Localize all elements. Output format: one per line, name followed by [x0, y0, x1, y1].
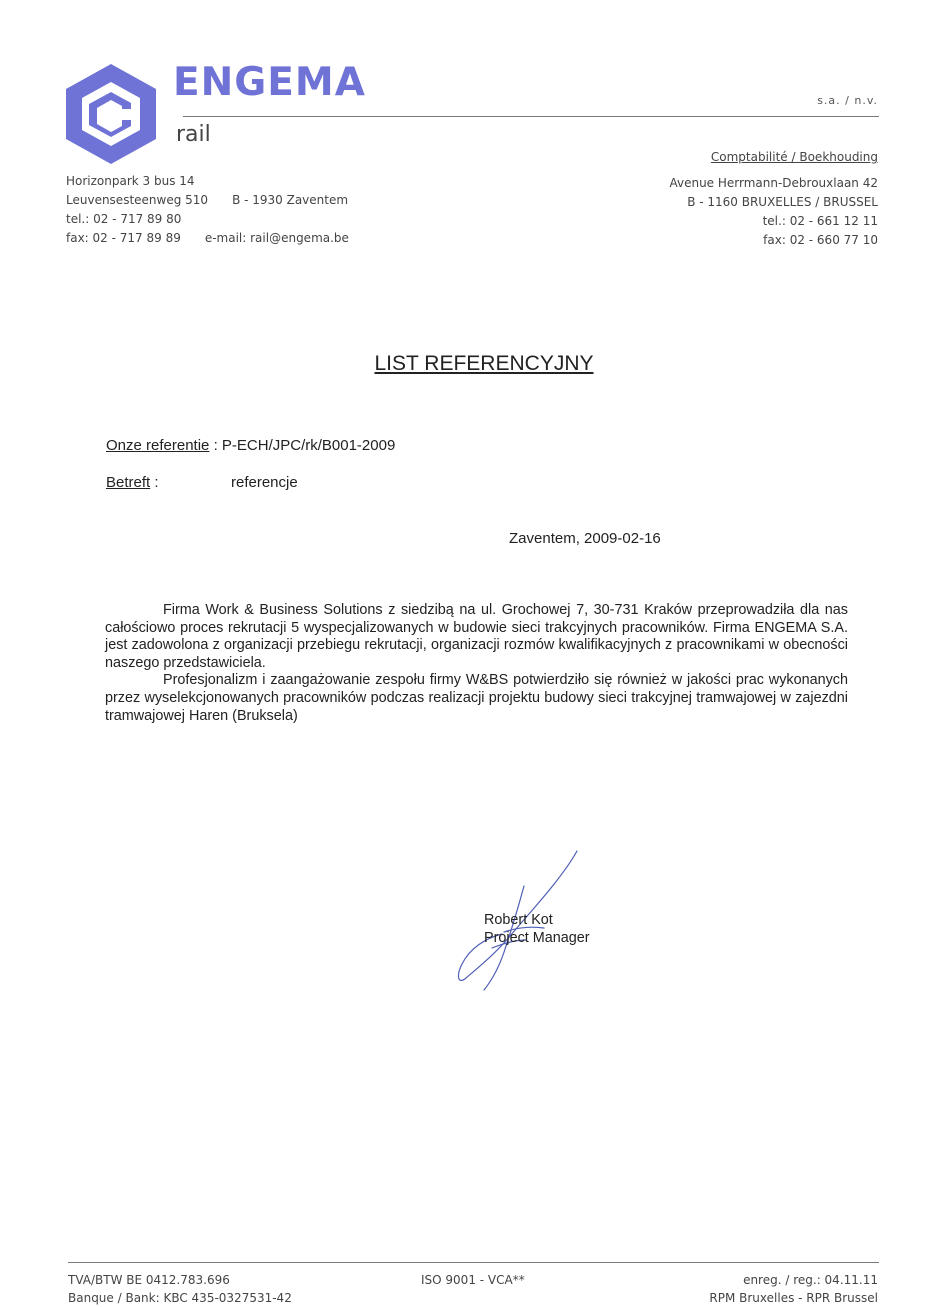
accounting-phone: tel.: 02 - 661 12 11 [762, 214, 878, 228]
letter-date: Zaventem, 2009-02-16 [509, 530, 661, 547]
register-court: RPM Bruxelles - RPR Brussel [709, 1291, 878, 1305]
address-line-1: Horizonpark 3 bus 14 [66, 174, 195, 188]
footer-right [709, 1271, 878, 1307]
body-paragraph: Firma Work & Business Solutions z siedzibą na ul. Grochowej 7, 30-731 Kraków przeprowadziła dla nas całościowo proces rekrutacji 5 wyspecjalizowanych w budowie sieci trakcyjnych pracowników. Firma ENGEMA S.A. jest zadowolona z organizacji przebiegu rekrutacji, organizacji rozmów kwalifikacyjnych z pracownikami w obecności naszego przedstawiciela. [105, 602, 848, 671]
postal-city: B - 1930 Zaventem [232, 193, 349, 207]
company-address [66, 172, 349, 248]
accounting-department: Comptabilité / Boekhouding [710, 150, 878, 164]
signer-block [484, 911, 590, 947]
bank-account: Banque / Bank: KBC 435-0327531-42 [68, 1291, 292, 1305]
reference-value: : P-ECH/JPC/rk/B001-2009 [213, 437, 396, 454]
fax-email-row [66, 229, 349, 248]
accounting-fax: fax: 02 - 660 77 10 [763, 233, 878, 247]
brand-name: ENGEMA [173, 60, 366, 105]
reference-label: Onze referentie [106, 437, 210, 454]
subject-value: referencje [231, 474, 298, 491]
subject-row [106, 474, 298, 491]
email: e-mail: rail@engema.be [204, 231, 349, 245]
subject-separator: : [150, 474, 159, 491]
signer-title: Project Manager [484, 930, 590, 946]
engema-logo-icon [64, 62, 158, 166]
reference-row [106, 437, 395, 454]
accounting-line-2: B - 1160 BRUXELLES / BRUSSEL [687, 195, 878, 209]
signer-name: Robert Kot [484, 912, 553, 928]
footer-left [68, 1271, 292, 1307]
header-divider [183, 116, 879, 117]
street: Leuvensesteenweg 510 [66, 193, 209, 207]
address-line-2 [66, 191, 349, 210]
body-paragraph: Profesjonalizm i zaangażowanie zespołu firmy W&BS potwierdziło się również w jakości prac wykonanych przez wyselekcjonowanych pracowników podczas realizacji projektu budowy sieci trakcyjnej tramwajowej w zajezdni tramwajowej Haren (Bruksela) [105, 672, 848, 724]
brand-subtitle: rail [176, 122, 211, 147]
footer-divider [68, 1262, 879, 1263]
letter-body [105, 602, 848, 725]
vat-number: TVA/BTW BE 0412.783.696 [68, 1273, 230, 1287]
accounting-address [669, 148, 878, 250]
legal-form: s.a. / n.v. [817, 94, 878, 107]
document-title: LIST REFERENCYJNY [374, 352, 594, 375]
phone: tel.: 02 - 717 89 80 [66, 212, 182, 226]
registration-number: enreg. / reg.: 04.11.11 [743, 1273, 878, 1287]
subject-label: Betreft [106, 474, 151, 491]
fax: fax: 02 - 717 89 89 [66, 231, 181, 245]
footer-certification: ISO 9001 - VCA** [421, 1273, 525, 1287]
accounting-line-1: Avenue Herrmann-Debrouxlaan 42 [669, 176, 878, 190]
